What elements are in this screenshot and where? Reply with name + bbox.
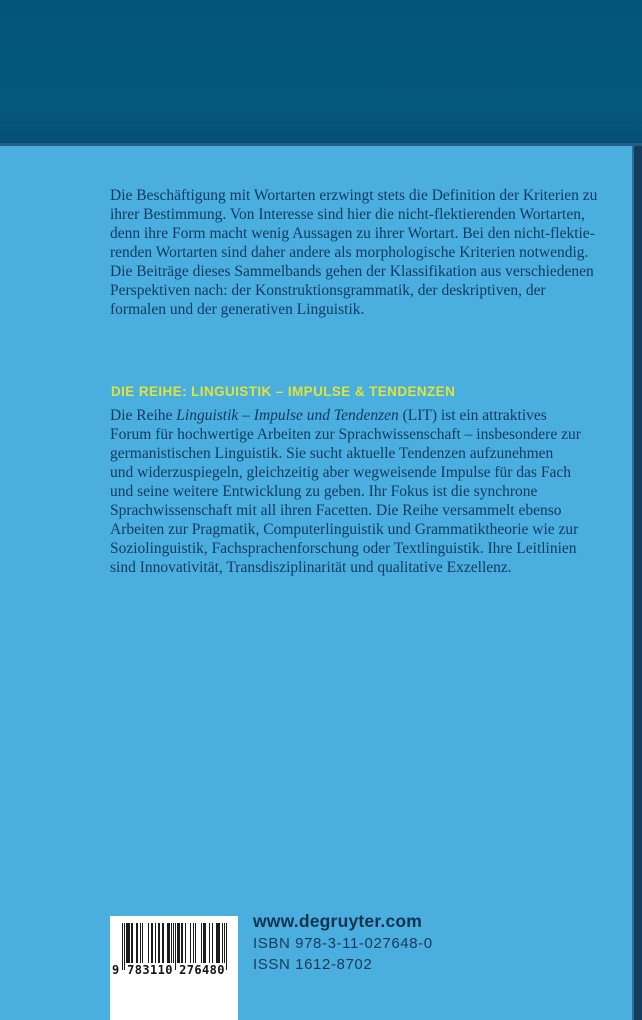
barcode-digit-group-right: 276480	[179, 963, 225, 977]
top-band	[0, 0, 642, 146]
issn-number: ISSN 1612-8702	[253, 956, 373, 973]
blurb-paragraph: Die Beschäftigung mit Wortarten erzwingt stets die Definition der Kriterien zu ihrer Bestimmung. Von Interesse sind hier die nicht-flektierenden Wortarten, denn ihre Form macht wenig Aussagen zu ihrer Wortart. Bei den nicht-flektie- renden Wortarten sind daher andere als morphologische Kriterien notwendig. Die Beiträge dieses Sammelbands gehen der Klassifikation aus verschiedenen Perspektiven nach: der Konstruktionsgrammatik, der deskriptiven, der formalen und der generativen Linguistik.	[110, 187, 598, 318]
series-description: Die Reihe Linguistik – Impulse und Tendenzen (LIT) ist ein attraktives Forum für hochwertige Arbeiten zur Sprachwissenschaft – insbesondere zur germanistischen Linguistik. Sie sucht aktuelle Tendenzen aufzunehmen und widerzuspiegeln, gleichzeitig aber wegweisende Impulse für das Fach und seine weitere Entwicklung zu geben. Ihr Fokus ist die synchrone Sprachwissenschaft mit all ihren Facetten. Die Reihe versammelt ebenso Arbeiten zur Pragmatik, Computerlinguistik und Grammatiktheorie wie zur Soziolinguistik, Fachsprachenforschung oder Textlinguistik. Ihre Leitlinien sind Innovativität, Transdisziplinarität und qualitative Exzellenz.	[110, 407, 581, 576]
barcode-digit-group-left: 783110	[127, 963, 173, 977]
publisher-website: www.degruyter.com	[253, 911, 423, 931]
barcode-box	[110, 916, 238, 1020]
barcode-digit-prefix: 9	[112, 963, 120, 977]
ean13-barcode	[112, 923, 228, 983]
cover-right-edge-shadow	[632, 0, 642, 1020]
isbn-number: ISBN 978-3-11-027648-0	[253, 935, 433, 952]
publisher-info	[253, 910, 433, 975]
series-heading: DIE REIHE: LINGUISTIK – IMPULSE & TENDENZEN	[111, 384, 456, 399]
